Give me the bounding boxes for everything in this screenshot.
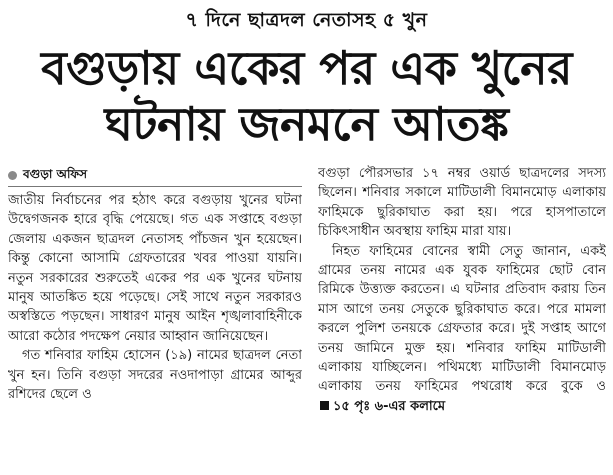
paragraph-2: গত শনিবার ফাহিম হোসেন (১৯) নামের ছাত্রদল নেতা খুন হন। তিনি বগুড়া সদরের নওদাপাড়া গ্রামের আব্দুর রশিদের ছেলে ও bbox=[8, 348, 302, 403]
bullet-icon bbox=[8, 171, 17, 180]
article-column-right bbox=[318, 164, 606, 475]
continued-jump-text: ১৫ পৃঃ ৬-এর কলামে bbox=[333, 398, 446, 414]
paragraph-3: বগুড়া পৌরসভার ১৭ নম্বর ওয়ার্ড ছাত্রদলের সদস্য ছিলেন। শনিবার সকালে মাটিডালী বিমানমোড় এলাকায় ফাহিমকে ছুরিকাঘাত করা হয়। পরে হাসপাতালে চিকিৎসাধীন অবস্থায় ফাহিম মারা যায়। bbox=[318, 166, 606, 240]
article-column-left bbox=[8, 164, 302, 475]
square-bullet-icon bbox=[320, 401, 329, 410]
byline-text: বগুড়া অফিস bbox=[23, 167, 88, 182]
byline-divider bbox=[8, 186, 302, 187]
headline-line-1: বগুড়ায় একের পর এক খুনের bbox=[41, 41, 572, 95]
paragraph-4-text: নিহত ফাহিমের বোনের স্বামী সেতু জানান, একই গ্রামের তনয় নামের এক যুবক ফাহিমের ছোট বোন রিমিকে উত্ত্যক্ত করতেন। এ ঘটনার প্রতিবাদ করায় তিন মাস আগে তনয় সেতুকে ছুরিকাঘাত করে। পরে মামলা করলে পুলিশ তনয়কে গ্রেফতার করে। দুই সপ্তাহ আগে তনয় জামিনে মুক্ত হয়। শনিবার ফাহিম মাটিডালী এলাকায় যাচ্ছিলেন। পথিমধ্যে মাটিডালী বিমানমোড় এলাকায় তনয় ফাহিমের পথরোধ করে বুকে ও bbox=[318, 243, 606, 395]
continued-jump bbox=[318, 399, 445, 414]
byline bbox=[8, 164, 302, 186]
paragraph-4 bbox=[318, 242, 606, 417]
headline-line-2: ঘটনায় জনমনে আতঙ্ক bbox=[104, 97, 509, 151]
kicker-subheadline: ৭ দিনে ছাত্রদল নেতাসহ ৫ খুন bbox=[185, 9, 428, 31]
paragraph-1: জাতীয় নির্বাচনের পর হঠাৎ করে বগুড়ায় খুনের ঘটনা উদ্বেগজনক হারে বৃদ্ধি পেয়েছে। গত এক সপ্তাহে বগুড়া জেলায় একজন ছাত্রদল নেতাসহ পাঁচজন খুন হয়েছেন। কিন্তু কোনো আসামি গ্রেফতারের খবর পাওয়া যায়নি। নতুন সরকারের শুরুতেই একের পর এক খুনের ঘটনায় মানুষ আতঙ্কিত হয়ে পড়েছে। সেই সাথে নতুন সরকারও অস্বস্তিতে পড়ছেন। সাধারণ মানুষ আইন শৃঙ্খলাবাহিনীকে আরো কঠোর পদক্ষেপ নেয়ার আহ্বান জানিয়েছেন। bbox=[8, 193, 302, 344]
